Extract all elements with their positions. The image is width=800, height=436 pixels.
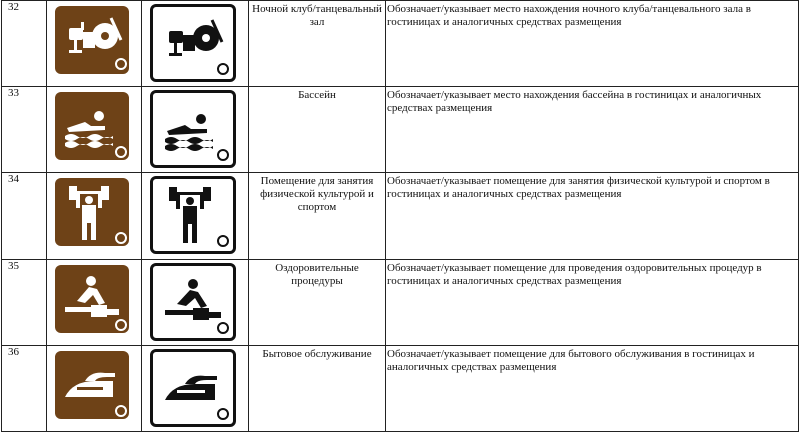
brown-sign-cell <box>47 1 142 87</box>
sign-description: Обозначает/указывает помещение для бытового обслуживания в гостиницах и аналогичных средствах размещения <box>386 346 799 432</box>
row-number: 34 <box>2 173 47 260</box>
white-sign-cell <box>142 1 249 87</box>
massage-icon <box>55 265 129 333</box>
sign-description: Обозначает/указывает место нахождения бассейна в гостиницах и аналогичных средствах размещения <box>386 87 799 173</box>
brown-sign-cell <box>47 260 142 346</box>
nightclub-icon <box>55 6 129 74</box>
sign-name: Помещение для занятия физической культурой и спортом <box>249 173 386 260</box>
table-row <box>2 1 799 87</box>
brown-sign-cell <box>47 87 142 173</box>
signs-table <box>1 0 799 432</box>
sign-name: Оздоровительные процедуры <box>249 260 386 346</box>
brown-sign-cell <box>47 346 142 432</box>
sign-name: Бассейн <box>249 87 386 173</box>
row-number: 36 <box>2 346 47 432</box>
sign-name: Бытовое обслуживание <box>249 346 386 432</box>
table-row <box>2 260 799 346</box>
nightclub-icon <box>150 4 236 82</box>
white-sign-cell <box>142 346 249 432</box>
fitness-icon <box>55 178 129 246</box>
white-sign-cell <box>142 87 249 173</box>
row-number: 32 <box>2 1 47 87</box>
sign-name: Ночной клуб/танцевальный зал <box>249 1 386 87</box>
fitness-icon <box>150 176 236 254</box>
swimming-icon <box>55 92 129 160</box>
sign-description: Обозначает/указывает место нахождения ночного клуба/танцевального зала в гостиницах и аналогичных средствах размещения <box>386 1 799 87</box>
sign-description: Обозначает/указывает помещение для занятия физической культурой и спортом в гостиницах и аналогичных средствах размещения <box>386 173 799 260</box>
row-number: 33 <box>2 87 47 173</box>
table-row <box>2 173 799 260</box>
iron-icon <box>55 351 129 419</box>
iron-icon <box>150 349 236 427</box>
massage-icon <box>150 263 236 341</box>
table-row <box>2 87 799 173</box>
white-sign-cell <box>142 173 249 260</box>
white-sign-cell <box>142 260 249 346</box>
brown-sign-cell <box>47 173 142 260</box>
table-row <box>2 346 799 432</box>
swimming-icon <box>150 90 236 168</box>
sign-description: Обозначает/указывает помещение для проведения оздоровительных процедур в гостиницах и аналогичных средствах размещения <box>386 260 799 346</box>
row-number: 35 <box>2 260 47 346</box>
